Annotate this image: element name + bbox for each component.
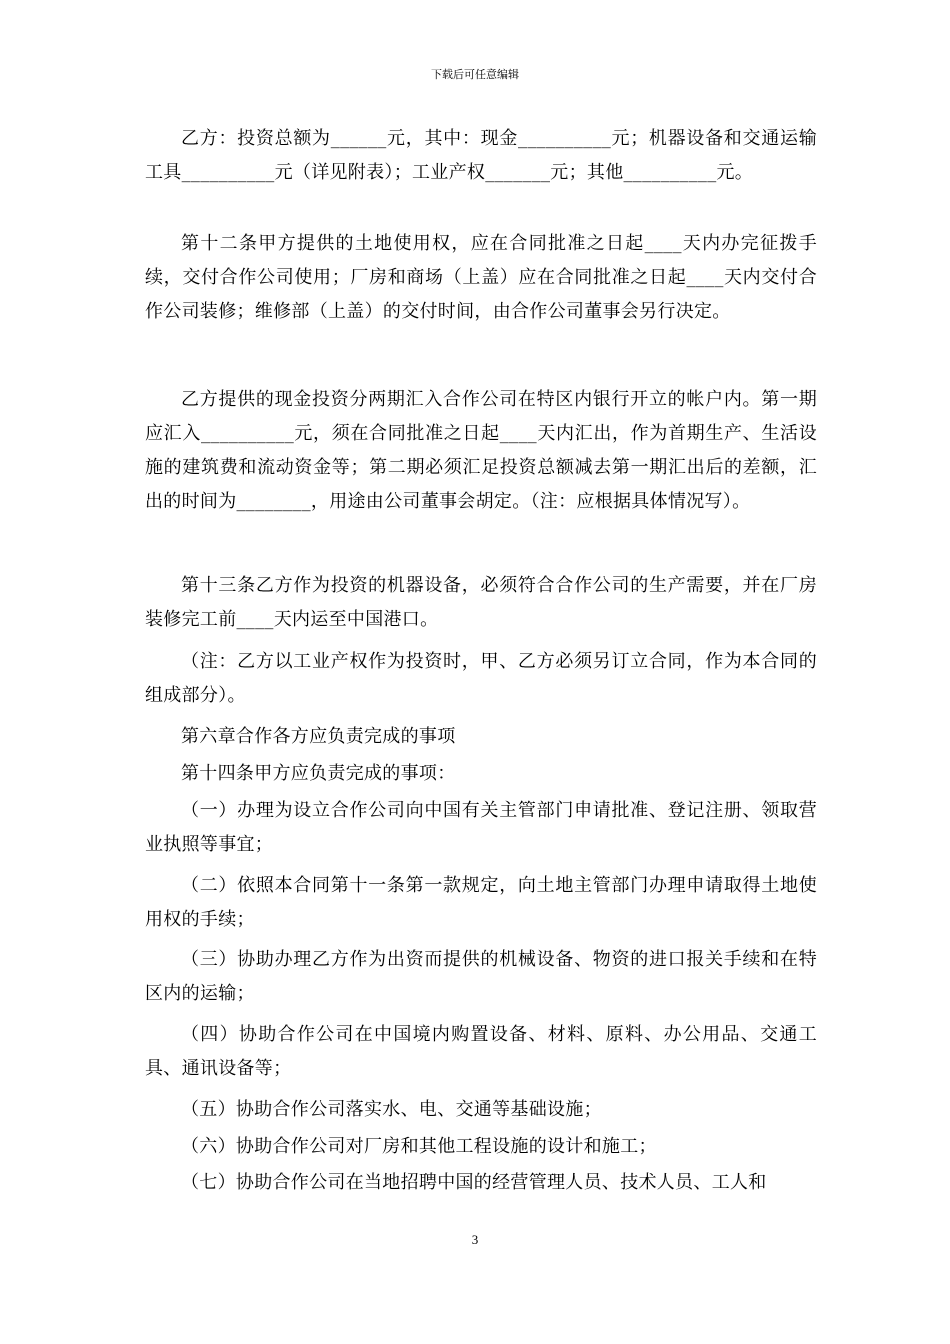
list-item-1: （一）办理为设立合作公司向中国有关主管部门申请批准、登记注册、领取营业执照等事宜； [145,800,817,855]
list-item-4: （四）协助合作公司在中国境内购置设备、材料、原料、办公用品、交通工具、通讯设备等； [145,1024,817,1079]
paragraph-cash-investment: 乙方提供的现金投资分两期汇入合作公司在特区内银行开立的帐户内。第一期应汇入__________元，须在合同批准之日起____天内汇出，作为首期生产、生活设施的建筑费和流动资金等；第二期必须汇足投资总额减去第一期汇出后的差额，汇出的时间为________，用途由公司董事会胡定。（注：应根据具体情况写）。 [145,389,817,512]
list-item-7: （七）协助合作公司在当地招聘中国的经营管理人员、技术人员、工人和 [181,1172,767,1193]
chapter-heading: 第六章合作各方应负责完成的事项 [181,726,456,747]
list-item-6: （六）协助合作公司对厂房和其他工程设施的设计和施工； [181,1136,657,1157]
paragraph-article-14: 第十四条甲方应负责完成的事项： [181,763,456,784]
list-item-5: （五）协助合作公司落实水、电、交通等基础设施； [181,1099,602,1120]
list-item-2: （二）依照本合同第十一条第一款规定，向土地主管部门办理申请取得土地使用权的手续； [145,875,817,930]
list-item-3: （三）协助办理乙方作为出资而提供的机械设备、物资的进口报关手续和在特区内的运输； [145,949,817,1004]
paragraph-article-12: 第十二条甲方提供的土地使用权，应在合同批准之日起____天内办完征拨手续，交付合作公司使用；厂房和商场（上盖）应在合同批准之日起____天内交付合作公司装修；维修部（上盖）的交付时间，由合作公司董事会另行决定。 [145,233,817,322]
paragraph-note-ip: （注：乙方以工业产权作为投资时，甲、乙方必须另订立合同，作为本合同的组成部分）。 [145,651,817,706]
page-number: 3 [471,1232,479,1247]
page-header: 下载后可任意编辑 [431,68,519,81]
paragraph-article-13: 第十三条乙方作为投资的机器设备，必须符合合作公司的生产需要，并在厂房装修完工前____天内运至中国港口。 [145,575,817,630]
paragraph-investment-amount: 乙方：投资总额为______元，其中：现金__________元；机器设备和交通运输工具__________元（详见附表）；工业产权_______元；其他__________元。 [145,128,817,183]
